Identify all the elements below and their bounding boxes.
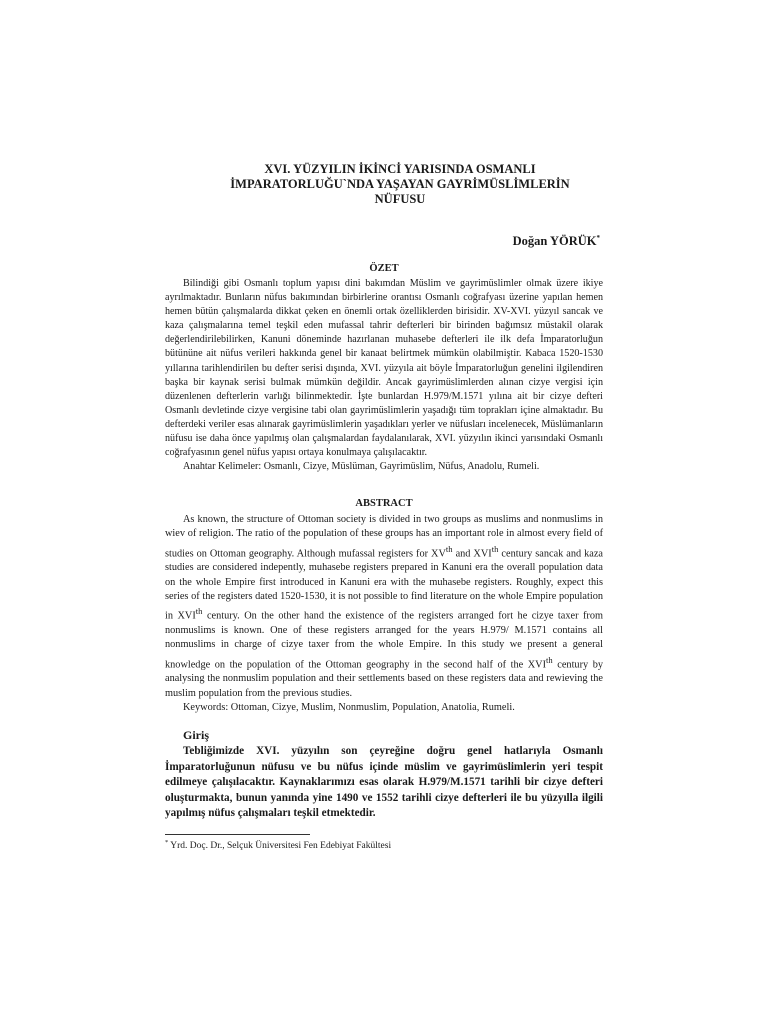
footnote	[165, 839, 391, 851]
title-line: İMPARATORLUĞU`NDA YAŞAYAN GAYRİMÜSLİMLERİN	[230, 177, 570, 191]
abstract-paragraph: As known, the structure of Ottoman society is divided in two groups as muslims and nonmuslims in wiev of religion. The ratio of the population of these groups has an important role in almost every field of studies on Ottoman geography. Although mufassal registers for XVth and XVIth century sancak and kaza studies are considered indepently, muhasebe registers prepared in Kanuni era the overall population data on the whole Empire first introduced in Kanuni era with the muhasebe registers. Roughly, expect this series of the registers dated 1520-1530, it is not possible to find literature on the whole Empire population in XVIth century. On the other hand the existence of the registers arranged fort he cizye taxer from nonmuslims is known. One of these registers arranged for the years H.979/ M.1571 contains all nonmuslims in charge of cizye taxer from the whole Empire. In this study we present a general knowledge on the population of the Ottoman geography in the second half of the XVIth century by analysing the nonmuslim population and their settlements based on these registers data and rewieving the muslim population from the previous studies.	[165, 514, 604, 699]
abstract-heading: ABSTRACT	[355, 498, 413, 509]
footnote-divider	[165, 834, 310, 835]
ozet-keywords: Anahtar Kelimeler: Osmanlı, Cizye, Müslüman, Gayrimüslim, Nüfus, Anadolu, Rumeli.	[183, 461, 540, 473]
title-line: XVI. YÜZYILIN İKİNCİ YARISINDA OSMANLI	[264, 162, 536, 176]
author-footnote-mark: *	[596, 234, 600, 242]
giris-paragraph: Tebliğimizde XVI. yüzyılın son çeyreğine doğru genel hatlarıyla Osmanlı İmparatorluğunun nüfusu ve bu nüfus içinde müslim ve gayrimüslimlerin yeri tespit edilmeye çalışılacaktır. Kaynaklarımızı esas olarak H.979/M.1571 tarihli bir cizye defteri oluşturmakta, bunun yanında yine 1490 ve 1552 tarihli cizye defterleri ile bu yüzyılla ilgili yapılmış nüfus çalışmaları teşkil etmektedir.	[165, 745, 603, 819]
author-text: Doğan YÖRÜK	[512, 234, 597, 249]
paper-title	[200, 162, 600, 207]
footnote-text: Yrd. Doç. Dr., Selçuk Üniversitesi Fen Edebiyat Fakültesi	[168, 841, 392, 852]
ozet-paragraph: Bilindiği gibi Osmanlı toplum yapısı dini bakımdan Müslim ve gayrimüslimler olmak üzere ikiye ayrılmaktadır. Bunların nüfus bakımından birbirlerine orantısı Osmanlı coğrafyası üzerine yapılan hemen hemen bütün çalışmalarda dikkat çeken en önemli ortak özelliklerden birisidir. XV-XVI. yüzyıl sancak ve kaza çalışmalarına temel teşkil eden mufassal tahrir defterleri bir birinden bağımsız müstakil olarak değerlendirilebilirken, Kanuni döneminde hazırlanan muhasebe defterleri ile ilk defa İmparatorluğun bütününe ait nüfus verileri hakkında genel bir kanaat belirtmek mümkün olabilmiştir. Kabaca 1520-1530 yıllarına tarihlendirilen bu defter serisi dışında, XVI. yüzyıla ait böyle İmparatorluğun genelini ilgilendiren başka bir kaynak serisi bulmak mümkün değildir. Ancak gayrimüslimlerden alınan cizye vergisi için düzenlenen defterlerin varlığı bilinmektedir. İşte bunlardan H.979/M.1571 yılına ait bir cizye defteri Osmanlı devletinde cizye vergisine tabi olan gayrimüslimlerin yaşadığı tüm toprakları içine almaktadır. Bu defterdeki veriler esas alınarak gayrimüslimlerin yaşadıkları yerler ve nüfusları incelenecek, Müslümanların nüfusu ise daha önce yapılmış olan çalışmalardan faydalanılarak, XVI. yüzyılın ikinci yarısındaki Osmanlı coğrafyasının genel nüfus yapısı ortaya konulmaya çalışılacaktır.	[165, 278, 603, 459]
ozet-heading: ÖZET	[369, 263, 399, 274]
footnote-mark: *	[165, 839, 169, 846]
giris-section	[165, 744, 603, 822]
abstract-keywords: Keywords: Ottoman, Cizye, Muslim, Nonmuslim, Population, Anatolia, Rumeli.	[183, 701, 515, 713]
title-line: NÜFUSU	[374, 192, 426, 206]
ozet-section	[165, 277, 603, 474]
abstract-section	[165, 513, 603, 715]
giris-heading: Giriş	[183, 728, 209, 742]
author-name	[513, 234, 600, 249]
